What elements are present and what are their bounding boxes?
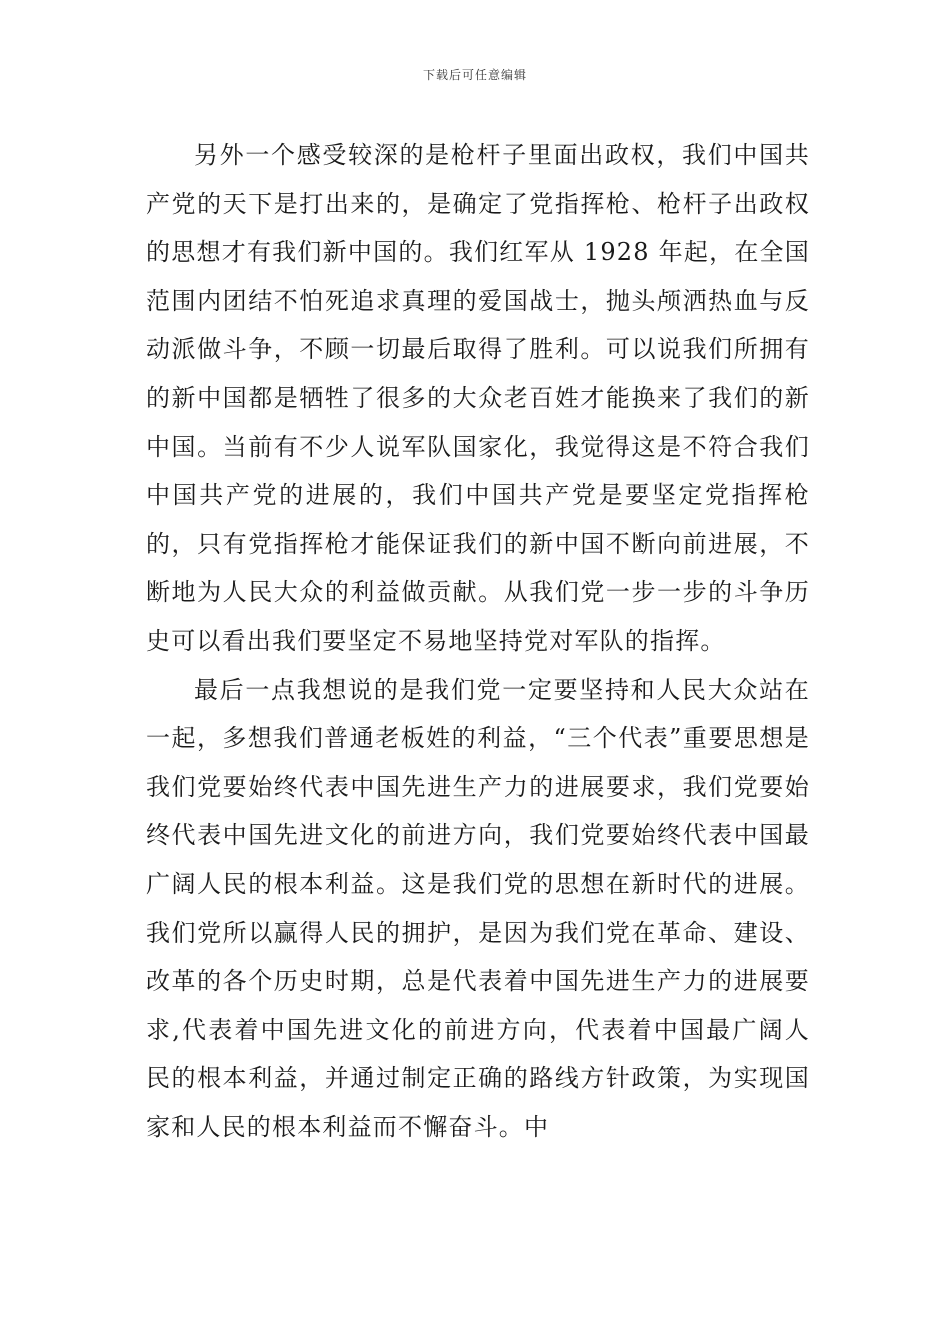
paragraph-2: 最后一点我想说的是我们党一定要坚持和人民大众站在一起，多想我们普通老板姓的利益，“三个代表”重要思想是我们党要始终代表中国先进生产力的进展要求，我们党要始终代表中国先进文化的前进方向，我们党要始终代表中国最广阔人民的根本利益。这是我们党的思想在新时代的进展。我们党所以赢得人民的拥护，是因为我们党在革命、建设、改革的各个历史时期，总是代表着中国先进生产力的进展要求,代表着中国先进文化的前进方向，代表着中国最广阔人民的根本利益，并通过制定正确的路线方针政策，为实现国家和人民的根本利益而不懈奋斗。中: [146, 675, 810, 1141]
paragraph-1: 另外一个感受较深的是枪杆子里面出政权，我们中国共产党的天下是打出来的，是确定了党指挥枪、枪杆子出政权的思想才有我们新中国的。我们红军从 1928 年起，在全国范围内团结不怕死追求真理的爱国战士，抛头颅洒热血与反动派做斗争，不顾一切最后取得了胜利。可以说我们所拥有的新中国都是牺牲了很多的大众老百姓才能换来了我们的新中国。当前有不少人说军队国家化，我觉得这是不符合我们中国共产党的进展的，我们中国共产党是要坚定党指挥枪的，只有党指挥枪才能保证我们的新中国不断向前进展，不断地为人民大众的利益做贡献。从我们党一步一步的斗争历史可以看出我们要坚定不易地坚持党对军队的指挥。: [146, 141, 810, 655]
page-header: 下载后可任意编辑: [422, 68, 527, 82]
document-body: [146, 131, 810, 1151]
